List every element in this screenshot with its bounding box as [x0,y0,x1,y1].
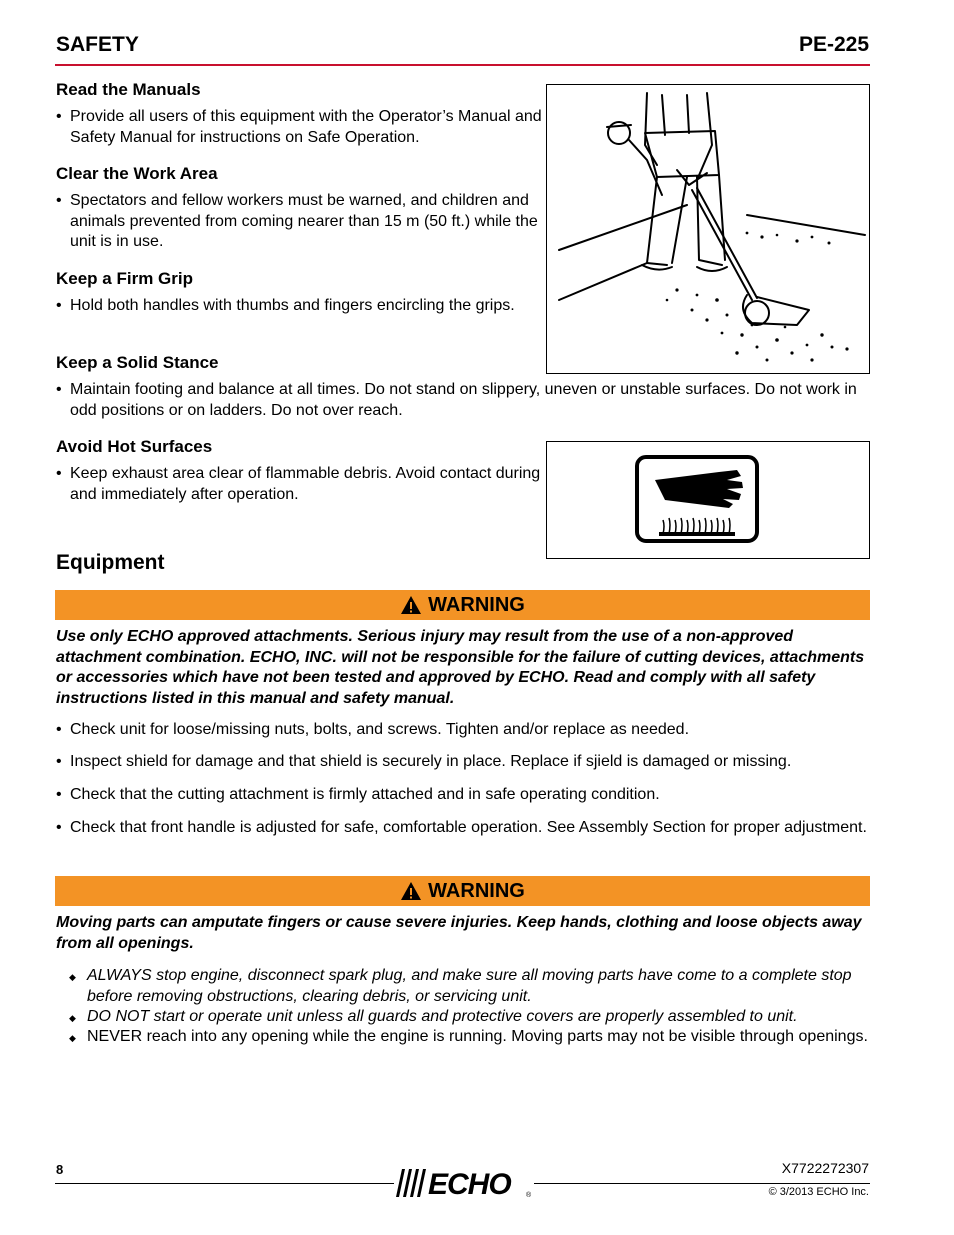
heading-solid-stance: Keep a Solid Stance [56,353,219,372]
hot-surface-figure [546,441,870,559]
equipment-heading: Equipment [56,551,165,574]
list-item: • Maintain footing and balance at all times. Do not stand on slippery, uneven or unstable surfaces. Do not work in odd positions or on ladders. Do not over reach. [56,380,880,421]
list-item: ◆ ALWAYS stop engine, disconnect spark plug, and make sure all moving parts have come to a complete stop before removing obstructions, clearing debris, or servicing unit. [69,967,852,1005]
page-number: 8 [56,1162,64,1177]
list-item: • Check unit for loose/missing nuts, bolts, and screws. Tighten and/or replace as needed. [56,720,880,741]
heading-clear-work-area: Clear the Work Area [56,164,218,183]
warning-text: Moving parts can amputate fingers or cause severe injuries. Keep hands, clothing and loose objects away from all openings. [56,914,862,952]
diamond-bullet-icon: ◆ [69,972,76,982]
svg-text:®: ® [526,1192,532,1198]
header-rule [55,64,870,66]
heading-hot-surfaces: Avoid Hot Surfaces [56,437,213,456]
list-item: • Hold both handles with thumbs and fingers encircling the grips. [56,296,520,317]
list-item: • Spectators and fellow workers must be warned, and children and animals prevented from coming nearer than 15 m (50 ft.) while the unit is in use. [56,191,550,253]
warning-label: WARNING [428,879,525,902]
warning-text: Use only ECHO approved attachments. Serious injury may result from the use of a non-approved attachment combination. ECHO, INC. will not be responsible for the failure of cutting devices, attachments or accessories which have not been tested and approved by ECHO. Read and comply with all safety instructions listed in this manual and safety manual. [56,628,865,707]
list-item: • Keep exhaust area clear of flammable debris. Avoid contact during and immediately after operation. [56,464,545,505]
list-item: ◆ NEVER reach into any opening while the engine is running. Moving parts may not be visible through openings. [87,1027,872,1048]
list-item: • Check that front handle is adjusted for safe, comfortable operation. See Assembly Section for proper adjustment. [56,818,880,839]
warning-bar [55,876,870,906]
warning-triangle-icon [400,595,422,615]
warning-label: WARNING [428,593,525,616]
page-section-title: SAFETY [56,33,139,56]
echo-logo [394,1168,534,1198]
list-item: ◆ DO NOT start or operate unit unless all guards and protective covers are properly assembled to unit. [87,1007,872,1028]
list-item: • Inspect shield for damage and that shield is securely in place. Replace if sjield is damaged or missing. [56,752,880,773]
heading-read-manuals: Read the Manuals [56,80,201,99]
operator-edger-illustration [546,84,870,374]
warning-triangle-icon [400,881,422,901]
heading-firm-grip: Keep a Firm Grip [56,269,193,288]
copyright: © 3/2013 ECHO Inc. [768,1186,869,1198]
diamond-bullet-icon: ◆ [69,1033,76,1043]
hot-surface-hand-icon [547,442,869,558]
list-item: • Check that the cutting attachment is firmly attached and in safe operating condition. [56,785,880,806]
list-item: • Provide all users of this equipment with the Operator’s Manual and Safety Manual for instructions on Safe Operation. [56,107,550,148]
echo-logo-text: ECHO [428,1168,511,1198]
diamond-bullet-icon: ◆ [69,1013,76,1023]
document-number: X7722272307 [781,1160,869,1176]
warning-bar [55,590,870,620]
model-number: PE-225 [798,33,869,56]
